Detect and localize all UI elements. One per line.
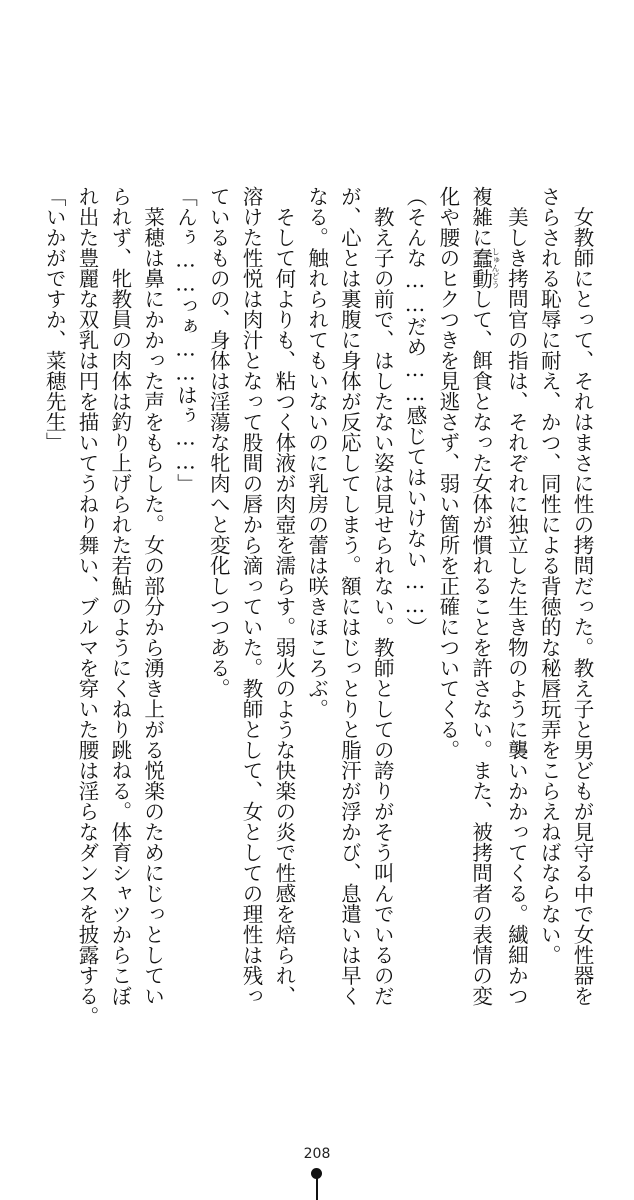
ruby-base: 蠢動: [468, 247, 493, 289]
text-line: が、心とは裏腹に身体が反応してしまう。額にはじっとりと脂汗が浮かび、息遣いは早く: [337, 186, 362, 1006]
text-line: （そんな……だめ……感じてはいけない……）: [403, 186, 428, 638]
text-line: そして何よりも、粘つく体液が肉壺を濡らす。弱火のような快楽の炎で性感を焙られ、: [271, 186, 296, 1006]
text-segment: 複雑に: [468, 186, 493, 248]
ruby-word: [468, 247, 501, 289]
text-line: 女教師にとって、それはまさに性の拷問だった。教え子と男どもが見守る中で女性器を: [570, 186, 594, 1006]
text-line: られず、牝教員の肉体は釣り上げられた若鮎のようにくねり跳ねる。体育シャツからこぼ: [107, 186, 132, 1006]
text-line: 美しき拷問官の指は、それぞれに独立した生き物のように襲いかかってくる。繊細かつ: [504, 186, 529, 1006]
text-segment: して、餌食となった女体が慣れることを許さない。また、被拷問者の表情の変: [468, 288, 493, 1006]
text-line: 「んぅ……っぁ……はぅ……」: [173, 186, 198, 494]
folio-rule-ornament: [316, 1178, 318, 1200]
page-number: 208: [303, 1146, 331, 1162]
text-line-with-ruby: [464, 186, 501, 1006]
vertical-text-body: [37, 186, 598, 1027]
text-line: なる。触れられてもいないのに乳房の蕾は咲きほころぶ。: [304, 186, 329, 719]
text-line: 「いかがですか、菜穂先生」: [42, 186, 67, 453]
text-line: れ出た豊麗な双乳は円を描いてうねり舞い、ブルマを穿いた腰は淫らなダンスを披露する。: [75, 186, 100, 1027]
text-line: 化や腰のヒクつきを見逃さず、弱い箇所を正確についてくる。: [435, 186, 460, 760]
text-line: さらされる恥辱に耐え、かつ、同性による背徳的な秘唇玩弄をこらえねばならない。: [537, 186, 562, 965]
text-line: 菜穂は鼻にかかった声をもらした。女の部分から湧き上がる悦楽のためにじっとしてい: [140, 186, 165, 1006]
text-line: 溶けた性悦は肉汁となって股間の唇から滴っていた。教師として、女としての理性は残っ: [239, 186, 264, 1006]
ruby-reading: しゅんどう: [491, 247, 501, 289]
text-line: ているものの、身体は淫蕩な牝肉へと変化しつつある。: [206, 186, 231, 699]
text-line: 教え子の前で、はしたない姿は見せられない。教師としての誇りがそう叫んでいるのだ: [370, 186, 395, 1006]
